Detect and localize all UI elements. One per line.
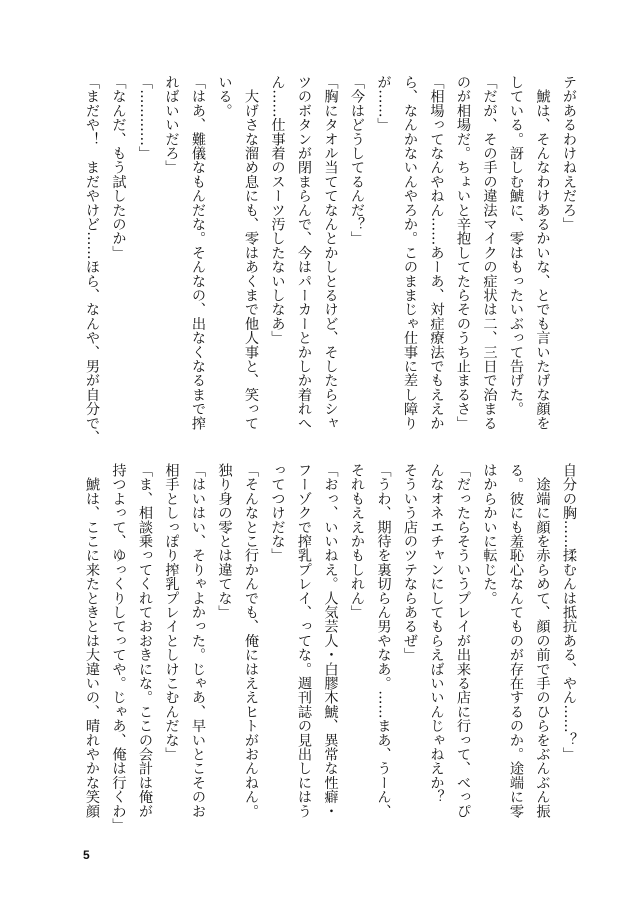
text-block-top	[79, 75, 583, 445]
text-line: 鯱は、ここに来たときとは大違いの、晴れやかな笑顔	[84, 463, 100, 818]
text-line: いる。	[216, 75, 233, 118]
text-line: 「ま、相談乗ってくれておおきにな。ここの会計は俺が	[137, 463, 153, 818]
text-block-bottom	[79, 463, 583, 833]
text-line: 「…………」	[137, 75, 153, 161]
text-line: 途端に顔を赤らめて、顔の前で手のひらをぶんぶん振	[534, 463, 551, 818]
text-line: 「はあ、難儀なもんだな。そんなの、出なくなるまで搾	[190, 75, 206, 430]
text-line: ん……仕事着のスーツ汚したないしなあ」	[269, 75, 286, 345]
text-line: フーゾクで搾乳プレイ、ってな。週刊誌の見出しにはう	[296, 463, 312, 818]
text-line: ってつけだな」	[269, 463, 286, 563]
text-line: 「今はどうしてるんだ？」	[349, 75, 365, 246]
text-line: が……」	[375, 75, 392, 132]
text-line: ツのボタンが閉まらんで、今はパーカーとかしか着れへ	[296, 75, 312, 430]
text-line: 「だが、その手の違法マイクの症状は二、三日で治まる	[481, 75, 498, 430]
text-line: 相手としっぽり搾乳プレイとしけこむんだな」	[163, 463, 180, 762]
text-line: ら、なんかないんやろか。このままじゃ仕事に差し障り	[402, 75, 418, 430]
text-line: 「なんだ、もう試したのか」	[110, 75, 127, 260]
text-line: 「おっ、いいねえ。人気芸人・白膠木鯱、異常な性癖・	[322, 463, 339, 818]
text-line: んなオネエチャンにしてもらえばいいんじゃねえか？	[428, 463, 445, 804]
text-line: 自分の胸……揉むんは抵抗ある、やん……？」	[561, 463, 577, 762]
text-line: そういう店のツテならあるぜ」	[402, 463, 418, 662]
text-line: はからかいに転じた。	[481, 463, 498, 605]
text-line: 「胸にタオル当ててなんとかしとるけど、そしたらシャ	[322, 75, 339, 430]
text-line: 「そんなとこ行かんでも、俺にはええヒトがおんねん。	[243, 463, 259, 818]
text-line: のが相場だ。ちょいと辛抱してたらそのうち止まるさ」	[455, 75, 471, 430]
text-line: ればいいだろ」	[163, 75, 180, 175]
text-line: している。訝しむ鯱に、零はもったいぶって告げた。	[508, 75, 524, 416]
text-line: 「はいはい、そりゃよかった。じゃあ、早いとこそのお	[190, 463, 206, 818]
page-number: 5	[83, 848, 90, 862]
text-line: 持つよって、ゆっくりしてってや。じゃあ、俺は行くわ」	[110, 463, 127, 833]
text-line: それもええかもしれん」	[349, 463, 365, 620]
text-line: 「うわ、期待を裏切らん男やなあ。……まあ、うーん、	[375, 463, 392, 818]
text-line: 鯱は、そんなわけあるかいな、とでも言いたげな顔を	[534, 75, 551, 430]
text-line: 「だったらそういうプレイが出来る店に行って、べっぴ	[455, 463, 471, 818]
text-line: 大げさな溜め息にも、零はあくまで他人事と、笑って	[243, 75, 259, 430]
text-line: 独り身の零とは違てな」	[216, 463, 233, 620]
text-line: 「まだや！ まだやけど……ほら、なんや、男が自分で、	[84, 75, 100, 445]
text-line: る。彼にも羞恥心なんてものが存在するのか。途端に零	[508, 463, 524, 818]
text-line: 「相場ってなんやねん……あーあ、対症療法でもええか	[428, 75, 445, 430]
text-line: テがあるわけねえだろ」	[561, 75, 577, 232]
